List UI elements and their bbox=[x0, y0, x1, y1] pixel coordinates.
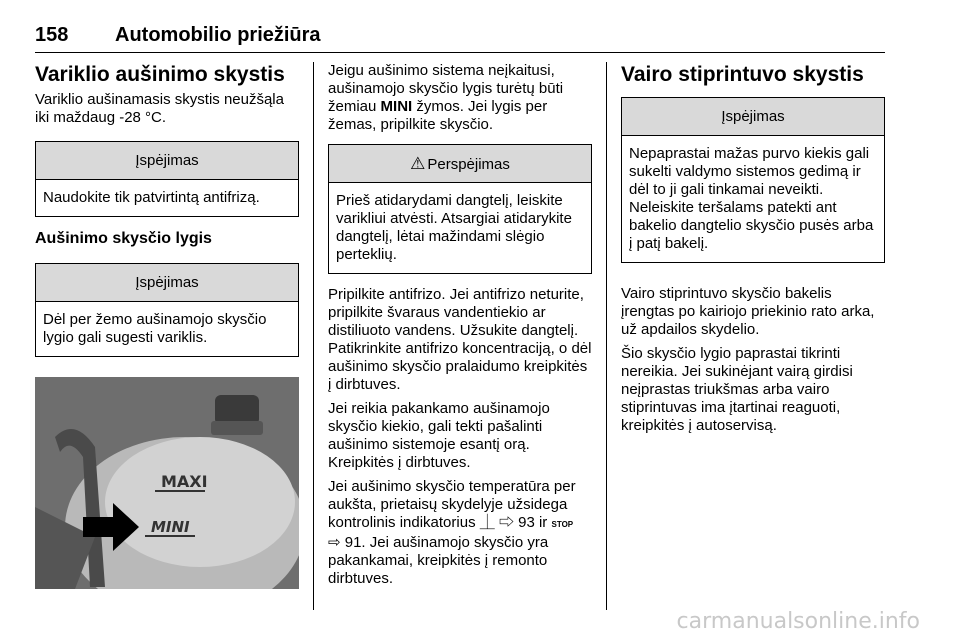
notice-box-2-body: Dėl per žemo aušinamojo skysčio lygio gali sugesti variklis. bbox=[43, 311, 267, 346]
power-steering-title: Vairo stiprintuvo skystis bbox=[621, 63, 864, 86]
notice-box-3 bbox=[621, 97, 885, 263]
maxi-label bbox=[161, 472, 208, 491]
page-number: 158 bbox=[35, 24, 69, 46]
notice-box-1-body: Naudokite tik patvirtintą antifrizą. bbox=[43, 189, 260, 206]
mini-mark-text: MINI bbox=[380, 98, 413, 115]
coolant-intro: Variklio aušinamasis skystis neužšąla iki maždaug -28 °C. bbox=[35, 91, 284, 126]
coolant-level-subheading: Aušinimo skysčio lygis bbox=[35, 230, 212, 247]
notice-box-2 bbox=[35, 263, 299, 357]
notice-box-2-head: Įspėjimas bbox=[36, 264, 298, 302]
column-divider-1 bbox=[313, 62, 314, 610]
coolant-level-text: Jeigu aušinimo sistema neįkaitusi, aušinamojo skysčio lygis turėtų būti žemiau MINI žymos. Jei lygis per žemas, pripilkite skysčio. bbox=[328, 62, 564, 133]
page-header bbox=[35, 22, 885, 53]
page-reference-93[interactable]: 93 ir bbox=[518, 514, 548, 531]
coolant-reservoir-illustration bbox=[35, 377, 299, 589]
coolant-reservoir-photo bbox=[35, 377, 299, 589]
air-bleed-text: Jei reikia pakankamo aušinamojo skysčio kiekio, gali tekti pašalinti aušinimo sistemoje esantį orą. Kreipkitės į dirbtuves. bbox=[328, 400, 550, 471]
overheat-text: Jei aušinimo skysčio temperatūra per aukšta, prietaisų skydelyje užsidega kontrolinis indikatorius ⏊ ⇨ 93 ir STOP ⇨ 91. Jei aušinamojo skysčio yra pakankamai, kreipkitės į remonto dirbtuves. bbox=[328, 478, 576, 587]
svg-text:MAXI: MAXI bbox=[161, 472, 208, 491]
reference-arrow-icon: ⇨ bbox=[328, 534, 341, 551]
column-1 bbox=[35, 62, 299, 589]
svg-text:MINI: MINI bbox=[151, 518, 190, 536]
notice-box-3-head: Įspėjimas bbox=[622, 98, 884, 136]
warning-icon: ⚠ bbox=[410, 154, 426, 173]
column-3 bbox=[621, 62, 885, 441]
notice-box-1 bbox=[35, 141, 299, 217]
warning-box-body: Prieš atidarydami dangtelį, leiskite varikliui atvėsti. Atsargiai atidarykite dangtelį, lėtai mažindami slėgio perteklių. bbox=[336, 192, 572, 263]
column-divider-2 bbox=[606, 62, 607, 610]
refill-text: Pripilkite antifrizo. Jei antifrizo neturite, pripilkite švaraus vandentiekio ar distiliuoto vandens. Užsukite dangtelį. Patikrinkite antifrizo koncentraciją, o dėl aušinimo skysčio pralaidumo kreipkitės į dirbtuves. bbox=[328, 286, 592, 393]
mini-label bbox=[151, 518, 190, 536]
warning-box-head: ⚠ Perspėjimas bbox=[329, 145, 591, 183]
coolant-temperature-icon: ⏊ bbox=[479, 514, 495, 531]
notice-box-1-head: Įspėjimas bbox=[36, 142, 298, 180]
fluid-check-text: Šio skysčio lygio paprastai tikrinti nereikia. Jei sukinėjant vairą girdisi neįprastas triukšmas arba vairo stiprintuvas ima įtartinai reaguoti, kreipkitės į autoservisą. bbox=[621, 345, 853, 434]
notice-box-3-body: Nepaprastai mažas purvo kiekis gali sukelti valdymo sistemos gedimą ir dėl to ji gali tinkamai neveikti. Neleiskite teršalams patekti ant bakelio dangtelio skysčio pusės arba į patį bakelį. bbox=[629, 145, 874, 252]
column-2 bbox=[328, 62, 592, 594]
section-title: Automobilio priežiūra bbox=[115, 24, 321, 46]
coolant-title: Variklio aušinimo skystis bbox=[35, 63, 285, 86]
reference-arrow-icon: ⇨ bbox=[498, 514, 514, 531]
watermark: carmanualsonline.info bbox=[676, 609, 920, 634]
reservoir-location-text: Vairo stiprintuvo skysčio bakelis įrengtas po kairiojo priekinio rato arka, už apdailos skydelio. bbox=[621, 285, 875, 338]
page-reference-91[interactable]: 91. bbox=[344, 534, 366, 551]
stop-icon: STOP bbox=[551, 520, 574, 529]
warning-box bbox=[328, 144, 592, 274]
